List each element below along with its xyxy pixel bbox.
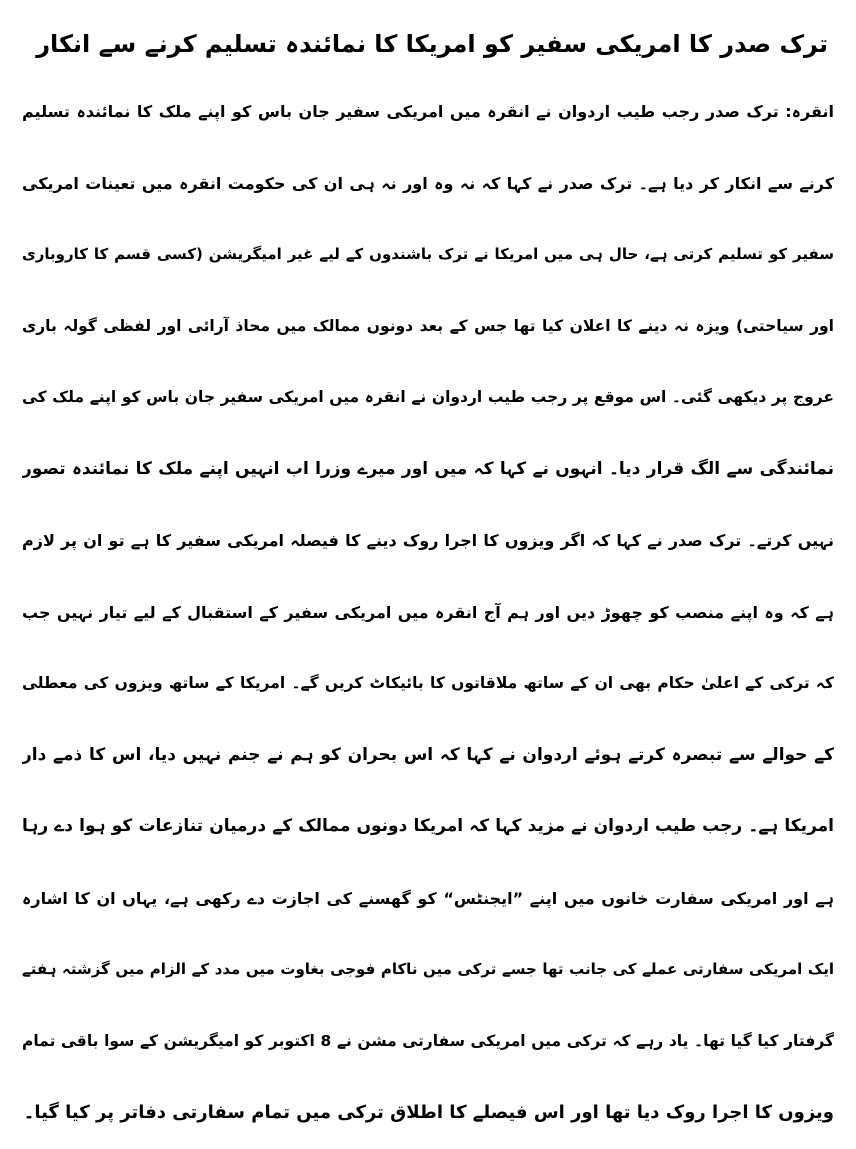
body-line: کہ ترکی کے اعلیٰ حکام بھی ان کے ساتھ ملاقاتوں کا بائیکاٹ کریں گے۔ امریکا کے ساتھ ویزوں کی معطلی xyxy=(22,674,834,692)
body-line: اور سیاحتی) ویزہ نہ دینے کا اعلان کیا تھا جس کے بعد دونوں ممالک میں محاذ آرائی اور لفظی گولہ باری xyxy=(22,316,834,335)
body-line: عروج پر دیکھی گئی۔ اس موقع پر رجب طیب اردوان نے انقرہ میں امریکی سفیر جان باس کو اپنے ملک کی xyxy=(22,388,834,406)
body-line: کرنے سے انکار کر دیا ہے۔ ترک صدر نے کہا کہ نہ وہ اور نہ ہی ان کی حکومت انقرہ میں تعینات امریکی xyxy=(22,173,834,193)
body-line: کے حوالے سے تبصرہ کرتے ہوئے اردوان نے کہا کہ اس بحران کو ہم نے جنم نہیں دیا، اس کا ذمے دار xyxy=(22,744,834,765)
body-line-last: ویزوں کا اجرا روک دیا تھا اور اس فیصلے کا اطلاق ترکی میں تمام سفارتی دفاتر پر کیا گیا۔ xyxy=(23,1102,834,1123)
body-line: امریکا ہے۔ رجب طیب اردوان نے مزید کہا کہ امریکا دونوں ممالک کے درمیان تنازعات کو ہوا دے رہا xyxy=(22,816,834,836)
headline: ترک صدر کا امریکی سفیر کو امریکا کا نمائندہ تسلیم کرنے سے انکار xyxy=(36,30,828,58)
body-line: سفیر کو تسلیم کرتی ہے، حال ہی میں امریکا نے ترک باشندوں کے لیے غیر امیگریشن (کسی قسم کا کاروباری xyxy=(22,245,834,263)
body-line: ایک امریکی سفارتی عملے کی جانب تھا جسے ترکی میں ناکام فوجی بغاوت میں مدد کے الزام میں گزشتہ ہفتے xyxy=(22,960,834,978)
body-line: ہے اور امریکی سفارت خانوں میں اپنے ”ایجنٹس“ کو گھسنے کی اجازت دے رکھی ہے، یہاں ان کا اشارہ xyxy=(22,888,834,908)
body-line: گرفتار کیا گیا تھا۔ یاد رہے کہ ترکی میں امریکی سفارتی مشن نے 8 اکتوبر کو امیگریشن کے سوا باقی تمام xyxy=(22,1031,834,1050)
article-body xyxy=(22,76,834,1149)
body-line: نہیں کرتے۔ ترک صدر نے کہا کہ اگر ویزوں کا اجرا روک دینے کا فیصلہ امریکی سفیر کا ہے تو ان پر لازم xyxy=(22,531,834,550)
body-line: نمائندگی سے الگ قرار دیا۔ انہوں نے کہا کہ میں اور میرے وزرا اب انہیں اپنے ملک کا نمائندہ تصور xyxy=(22,458,834,479)
body-line: ہے کہ وہ اپنے منصب کو چھوڑ دیں اور ہم آج انقرہ میں امریکی سفیر کے استقبال کے لیے تیار نہیں جب xyxy=(22,602,834,622)
body-line: انقرہ: ترک صدر رجب طیب اردوان نے انقرہ میں امریکی سفیر جان باس کو اپنے ملک کا نمائندہ تسلیم xyxy=(22,102,834,121)
